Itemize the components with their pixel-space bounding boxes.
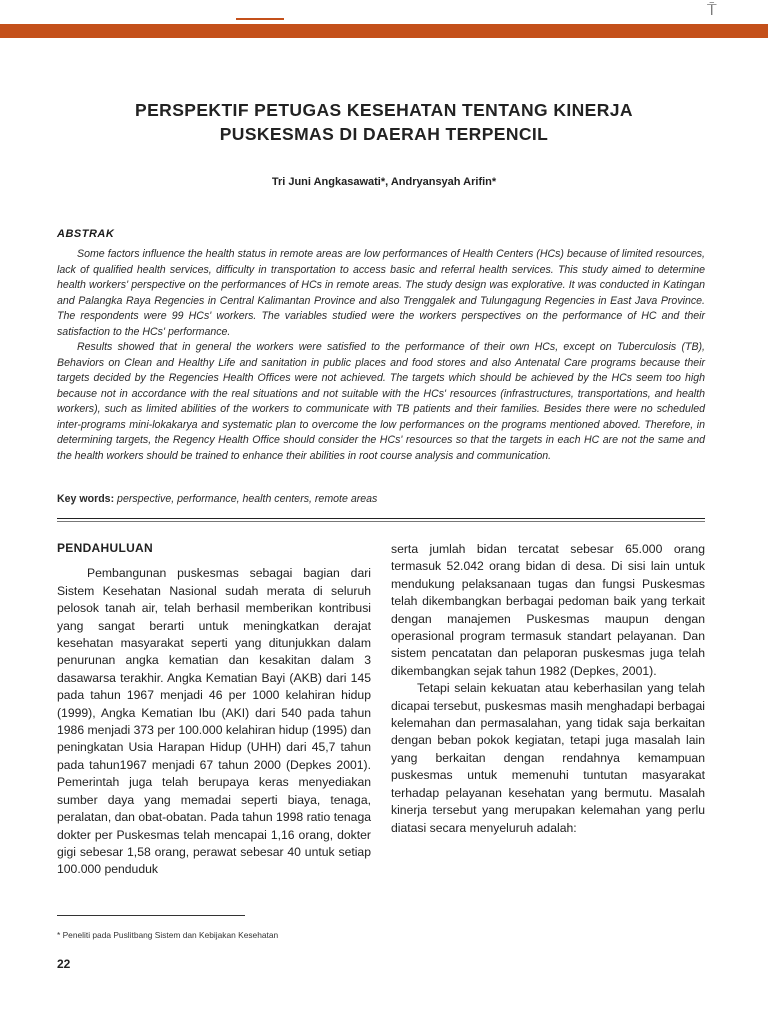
abstract-paragraph-1: Some factors influence the health status in remote areas are low performances of Health Centers (HCs) because of limited resources, lack of qualified health services, difficulty in transportation to access basic and referral health services. This study aimed to determine health workers' perspective on the performances of HCs in remote areas. The study design was explorative. It was conducted in Katingan and Palangka Raya Regencies in Central Kalimantan Province and also Trenggalek and Tulungagung Regencies in East Java Province. The respondents were 99 HCs' workers. The variables studied were the workers perspectives on the performance of HC and their satisfaction to the HCs' performance. bbox=[57, 248, 705, 338]
page-number: 22 bbox=[57, 957, 71, 971]
footnote: * Peneliti pada Puslitbang Sistem dan Kebijakan Kesehatan bbox=[57, 930, 279, 940]
body-paragraph: Tetapi selain kekuatan atau keberhasilan yang telah dicapai tersebut, puskesmas masih menghadapi berbagai kelemahan dan permasalahan, yang tidak saja berkaitan dengan beban pokok kegiatan, tetapi juga masalah lain yang berkaitan dengan rendahnya kemampuan puskesmas untuk memenuhi tuntutan masyarakat terhadap pelayanan kesehatan yang bermutu. Masalah kinerja tersebut yang merupakan kelemahan yang perlu diatasi secara menyeluruh adalah: bbox=[391, 681, 705, 835]
article-title bbox=[60, 98, 708, 146]
abstract-paragraph-2: Results showed that in general the workers were satisfied to the performance of their own HCs, except on Tuberculosis (TB), Behaviors on Clean and Healthy Life and sanitation in public places and food stores and also Antenatal Care programs because their targets decided by the Regencies Health Offices were not achieved. The targets which should be achieved by the HCs seem too high because not in accordance with the real situations and not suitable with the HCs' resources (infrastructures, transportations, and health workers), such as limited abilities of the workers to communicate with TB patients and their families. Besides there were no scheduled inter-programs mini-lokakarya and systematic plan to overcome the low performances on the programs mentioned aboved. Therefore, in determining targets, the Regency Health Office should consider the HCs' resources so that the targets in each HC are not the same and the health workers should be trained to enhance their abilities in root course analysis and communication. bbox=[57, 341, 705, 462]
keywords bbox=[57, 493, 705, 505]
section-divider-secondary bbox=[57, 521, 705, 522]
header-accent-line bbox=[236, 18, 284, 20]
abstract-heading: ABSTRAK bbox=[57, 228, 115, 240]
abstract-body bbox=[57, 247, 705, 464]
body-paragraph: Pembangunan puskesmas sebagai bagian dari Sistem Kesehatan Nasional sudah merata di seluruh pelosok tanah air, telah berhasil memberikan kontribusi yang sangat berarti untuk meningkatkan derajat kesehatan masyarakat seperti yang ditunjukkan dalam penurunan angka kematian dan kesakitan dalam 3 dasawarsa terakhir. Angka Kematian Bayi (AKB) dari 145 pada tahun 1967 menjadi 46 per 1000 kelahiran hidup (1999), Angka Kematian Ibu (AKI) dari 540 pada tahun 1986 menjadi 373 per 100.000 kelahiran hidup (1995) dan peningkatan Usia Harapan Hidup (UHH) dari 45,7 tahun pada tahun1967 menjadi 67 tahun 2000 (Depkes 2001). Pemerintah juga telah berupaya keras menyediakan sumber daya yang memadai seperti biaya, tenaga, peralatan, dan obat-obatan. Pada tahun 1998 ratio tenaga dokter per Puskesmas telah mencapai 1,16 orang, dokter gigi sebesar 1,58 orang, perawat sebesar 40 untuk setiap 100.000 penduduk bbox=[57, 566, 371, 877]
right-column bbox=[391, 541, 705, 837]
footnote-rule bbox=[57, 915, 245, 916]
keywords-label: Key words: bbox=[57, 493, 115, 505]
authors: Tri Juni Angkasawati*, Andryansyah Arifin* bbox=[271, 176, 497, 188]
corner-mark-icon: ⍑ bbox=[707, 2, 717, 19]
section-heading: PENDAHULUAN bbox=[57, 541, 153, 555]
section-divider bbox=[57, 518, 705, 519]
keywords-text: perspective, performance, health centers, remote areas bbox=[114, 493, 378, 505]
title-line-2: PUSKESMAS DI DAERAH TERPENCIL bbox=[219, 124, 549, 144]
header-color-bar bbox=[0, 24, 768, 38]
title-line-1: PERSPEKTIF PETUGAS KESEHATAN TENTANG KINERJA bbox=[135, 100, 633, 120]
left-column bbox=[57, 540, 371, 879]
body-paragraph: serta jumlah bidan tercatat sebesar 65.000 orang termasuk 52.042 orang bidan di desa. Di sisi lain untuk mendukung pelaksanaan tugas dan fungsi Puskesmas telah dikembangkan berbagai pedoman baik yang terkait dengan manajemen Puskesmas maupun dengan operasional program termasuk standart pelayanan. Dan sistem pencatatan dan pelaporan puskesmas juga telah dikembangkan sejak tahun 1982 (Depkes, 2001). bbox=[391, 542, 705, 678]
